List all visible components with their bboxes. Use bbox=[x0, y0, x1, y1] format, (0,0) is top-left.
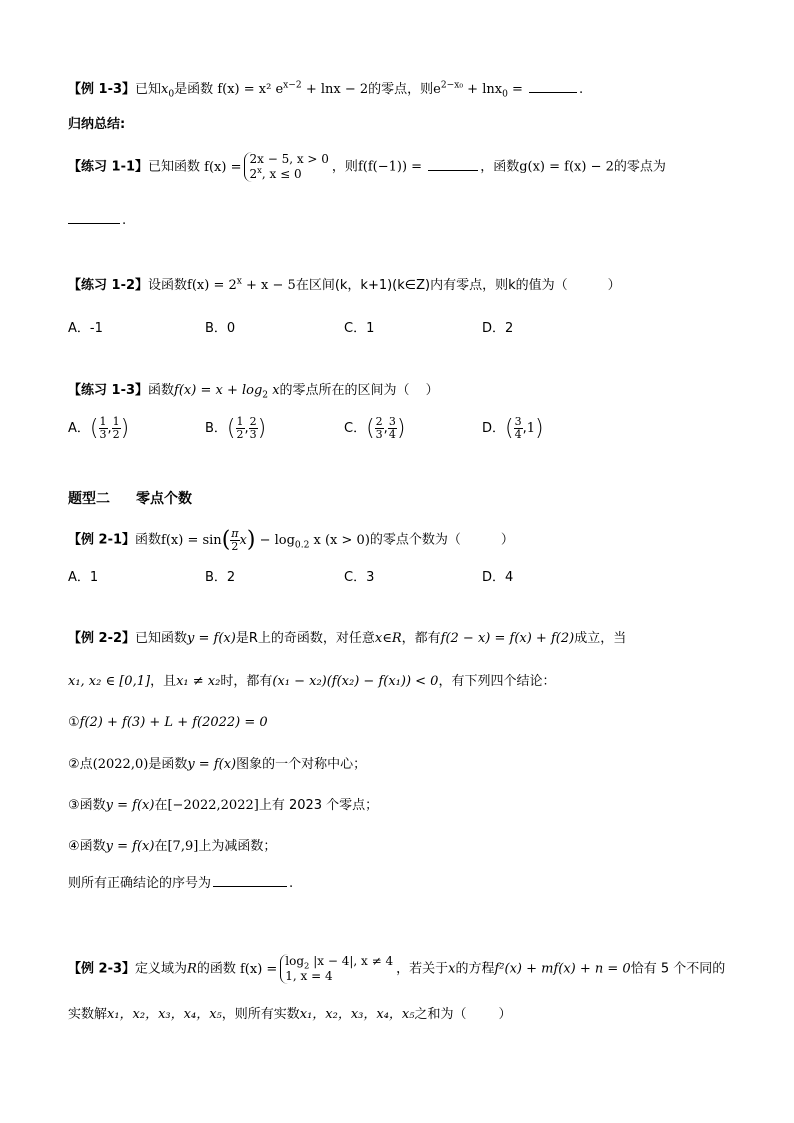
answer-blank bbox=[68, 222, 120, 224]
conclusion-3: ③函数y = f(x)在[−2022,2022]上有 2023 个零点； bbox=[68, 798, 379, 813]
practice-1-3: 【练习 1-3】函数$f(x) = x + \log_2 x$的零点所在的区间为（ ） bbox=[68, 383, 439, 401]
option-a[interactable]: A．1 bbox=[68, 570, 99, 585]
option-a[interactable]: A．( $\frac{1}{3}$ , $\frac{1}{2}$ ) bbox=[68, 415, 130, 441]
target-expression: $e^{2-x_0} + \ln x_0$ = bbox=[433, 80, 523, 100]
example-2-1: 【例 2-1】函数f(x) = sin( $\frac{\pi}{2}$ $x) - \log_{0.2} x$ (x > 0)的零点个数为（ ） bbox=[68, 527, 514, 553]
option-c[interactable]: C．3 bbox=[344, 570, 375, 585]
option-b[interactable]: B．2 bbox=[205, 570, 236, 585]
practice-1-1-line2: . bbox=[68, 214, 734, 227]
example-2-2: 【例 2-2】已知函数y = f(x)是R上的奇函数，对任意x∈R，都有f(2 − x) = f(x) + f(2)成立，当 bbox=[68, 631, 627, 646]
option-b[interactable]: B．0 bbox=[205, 321, 236, 336]
option-d[interactable]: D．( $\frac{3}{4}$ ,1) bbox=[482, 415, 544, 441]
option-a[interactable]: A．-1 bbox=[68, 321, 103, 336]
conclusion-4: ④函数y = f(x)在[7,9]上为减函数； bbox=[68, 839, 277, 854]
practice-1-3-options bbox=[68, 416, 748, 450]
option-c[interactable]: C．1 bbox=[344, 321, 375, 336]
example-1-3: 【例 1-3】已知$x_0$是函数 f(x) = x² $e^{x-2} + \ln x - 2$的零点，则$e^{2-x_0} + \ln x_0$ = . bbox=[68, 80, 584, 100]
example-label: 【例 2-1】 bbox=[68, 532, 136, 548]
piecewise-function: f(x) = $\log_2 |x - 4|$, x ≠ 4 1, x = 4 bbox=[239, 954, 394, 983]
answer-blank bbox=[529, 91, 577, 93]
option-d[interactable]: D．4 bbox=[482, 570, 514, 585]
option-b[interactable]: B．( $\frac{1}{2}$ , $\frac{2}{3}$ ) bbox=[205, 415, 267, 441]
function-expression: f(x) = x² $e^{x-2} + \ln x - 2$ bbox=[217, 80, 369, 97]
practice-1-2-options bbox=[68, 317, 748, 337]
conclusion-1: ①f(2) + f(3) + L + f(2022) = 0 bbox=[68, 715, 268, 730]
practice-label: 【练习 1-3】 bbox=[68, 383, 149, 398]
example-2-1-options bbox=[68, 566, 748, 586]
example-2-2-line2: x₁, x₂ ∈ [0,1]，且x₁ ≠ x₂时，都有(x₁ − x₂)(f(x₂) − f(x₁)) < 0，有下列四个结论： bbox=[68, 674, 556, 689]
example-label: 【例 1-3】 bbox=[68, 82, 136, 97]
practice-label: 【练习 1-1】 bbox=[68, 159, 149, 175]
example-label: 【例 2-3】 bbox=[68, 961, 136, 977]
example-2-2-question: 则所有正确结论的序号为 . bbox=[68, 876, 294, 891]
example-2-3-line2: 实数解x₁，x₂，x₃，x₄，x₅，则所有实数x₁，x₂，x₃，x₄，x₅之和为（ ） bbox=[68, 1007, 512, 1022]
conclusion-2: ②点(2022,0)是函数y = f(x)图象的一个对称中心； bbox=[68, 757, 367, 772]
practice-1-2: 【练习 1-2】设函数$f(x) = 2^x + x - 5$在区间(k，k+1)(k∈Z)内有零点，则k的值为（ ） bbox=[68, 276, 621, 293]
practice-label: 【练习 1-2】 bbox=[68, 278, 149, 293]
section-heading: 题型二 零点个数 bbox=[68, 491, 192, 507]
piecewise-function: f(x) = 2x − 5, x > 0 2$^x$, x ≤ 0 bbox=[204, 152, 329, 181]
example-2-3: 【例 2-3】定义域为R的函数 f(x) = $\log_2 |x - 4|$, x ≠ 4 1, x = 4 ，若关于x的方程f²(x) + mf(x) + n = 0恰有 5 个不同的 bbox=[68, 954, 726, 983]
answer-blank bbox=[428, 169, 478, 171]
answer-blank bbox=[213, 885, 287, 887]
example-label: 【例 2-2】 bbox=[68, 631, 136, 646]
practice-1-1: 【练习 1-1】已知函数 f(x) = 2x − 5, x > 0 2$^x$, x ≤ 0 ，则f(f(−1)) = ，函数g(x) = f(x) − 2的零点为 bbox=[68, 152, 666, 181]
option-c[interactable]: C．( $\frac{2}{3}$ , $\frac{3}{4}$ ) bbox=[344, 415, 406, 441]
summary-heading: 归纳总结: bbox=[68, 117, 126, 132]
option-d[interactable]: D．2 bbox=[482, 321, 514, 336]
